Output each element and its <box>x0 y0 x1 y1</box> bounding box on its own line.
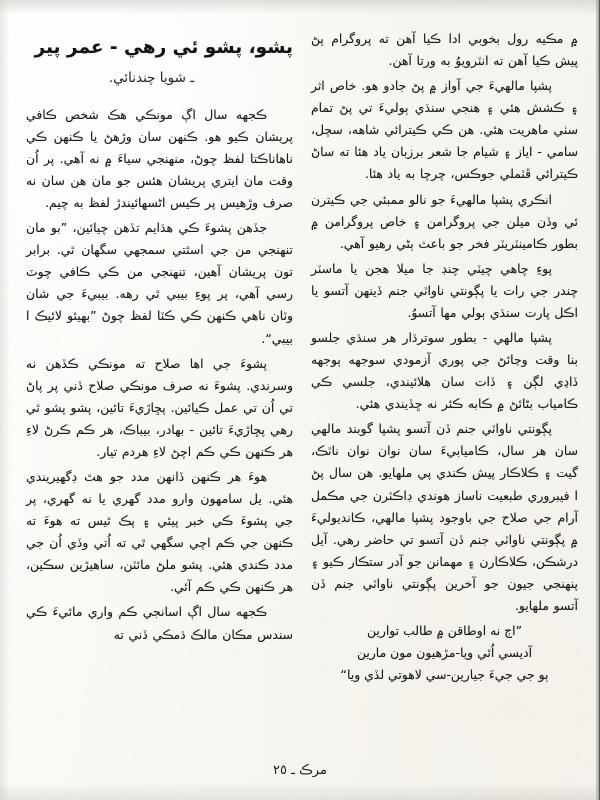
paragraph: ڪجهه سال اڳ اسانجي ڪم واري مائيءَ ڪي سندس مڪان مالڪ ڌمڪي ڏني ته <box>26 604 293 642</box>
paragraph: پشپا مالهي - بطور سوترڌار هر سنڌي جلسو بنا وقت وڃائڻ جي پوري آزمودي سوجهه ٻوجهه ڏاڍي لڳن ۽ ڏات سان هلائيندي، جلسي ڪي ڪامياب بڻائڻ ۾ ڪابه ڪئر نه ڇڏيندي هئي. <box>311 330 578 412</box>
paragraph: انڪري پشپا مالهيءَ جو نالو ممبئي جي ڪيترن ئي وڏن ميلن جي پروگرامن ۽ خاص پروگرامن ۾ بطور ڪامينٽريٽر فخر جو باعث ٻڻي رهيو آهي. <box>311 191 578 251</box>
verse-line: ”اڄ نه اوطاقن ۾ طالب توارين <box>366 623 523 639</box>
left-text-column <box>26 28 293 742</box>
page-content <box>26 28 578 742</box>
scan-edge-left <box>0 0 10 800</box>
paragraph: پوءِ چاهي چيٽي چنڊ جا ميلا هجن يا ماسٽر چندر جي رات يا پڳونتي ناواٽي جنم ڏينهن آتسو يا اڪل پارت سنڌي ٻولي مها آتسوُ. <box>311 260 578 320</box>
article-byline: ـ شويا چندنائي. <box>108 69 195 86</box>
paragraph: هوءَ هر ڪنهن ڏانهن مدد جو هٿ ڊگهيريندي هئي. يل سامهون وارو مدد گهري يا نه گهري، پر جي پشوءَ ڪي خبر پيئي ۽ پڪ ٿيس ته هوءَ ته ڪنهن جي ڪم اچي سگهي ٿي ته اُتي وڏي اُن جي مدد ڪندي هئي. پشو ملڻ مائٽن، ساهيڙين سڪين، هر ڪنهن ڪي ڪم آئي. <box>26 469 293 595</box>
folio-number: مرڪ ـ ٢٥ <box>273 763 327 778</box>
paragraph: پشوءَ جي اها صلاح ته مونڪي ڪڏهن نه وسرندي. پشوءَ نه صرف مونڪي صلاح ڏني پر پاڻ تي اُن تي عمل ڪيائين. پڇاڙيءَ تائين، پشو پشو ٿي رهي پڇاڙيءَ تائين - بهادر، بيباڪ، هر ڪم ڪرڻ لاءِ هر ڪنهن ڪي ڪم اچڻ لاءِ هردم تيار. <box>26 355 293 459</box>
verse-line: آديسي اُٿي ويا-مڙهيون مون مارين <box>356 645 533 661</box>
paragraph: پڳونتي ناواٽي جنم ڏن آتسو پشپا گوبند مالهي سان هر سال، ڪاميابيءَ سان نوان نوان ناٽڪ، گيت ۽ ڪلاڪار پيش ڪندي پي ملهايو. هن سال پڻ ا فيبروري طبعيت ناساز هوندي ڊاڪٽرن جي مڪمل آرام جي صلاح جي باوجود پشپا مالهي، ڪانديوليءَ ۾ پڳونتي ناواٽي جنم ڏن آتسو تي حاضر رهي. آيل درشڪن، ڪلاڪارن ۽ مهمانن جو آدر ستڪار ڪيو ۽ پنهنجي جيون جو آخرين پڳونتي ناواٽي جنم ڏن آتسو ملهايو. <box>311 421 578 613</box>
verse-line: ٻو جي جيءَ جيارين-سي لاهوتي لڏي ويا“ <box>340 667 549 683</box>
right-text-column <box>311 28 578 742</box>
page-footer <box>0 763 600 778</box>
scan-edge-top <box>0 0 600 14</box>
paragraph: جڏهن پشوءَ ڪي هڌايم تڏهن چيائين، ”بو مان تنهنجي من جي اسٿتي سمجهي سگهان ٿي. برابر تون پريشان آهين، تنهنجي من ڪي ڪافي چوٽ رسي آهي، پر پوءِ بيبي ٿي رهه. بيبيءَ جي شان وٽان ناهي ڪنهن ڪي ڪٽا لفظ چوڻ ”بهيئو لائيڪ ا بيبي“. <box>26 220 293 346</box>
paragraph: پشپا مالهيءَ جي آواز ۾ پڻ جادو هو. خاص اثر ۽ ڪشش هئي ۽ هنجي سنڌي ٻوليءَ تي پڻ تمام سٺي ماهريت هئي. هن ڪي ڪيترائي شاهه، سچل، سامي - اياز ۽ شيام جا شعر برزبان ياد هئا ته ساڻ ڪيترائي ڦٽملي جوڪس، چرچا به ياد هئا. <box>311 78 578 182</box>
paragraph: ۾ مڪيه رول بخوبي ادا ڪيا آهن ته پروگرام پڻ پيش ڪيا آهن ته انٽرويوُ به ورتا آهن. <box>311 31 578 69</box>
article-headline: پشو، پشو ئي رهي - عمر پير <box>34 37 293 58</box>
scan-edge-bottom <box>0 782 600 800</box>
paragraph: ڪجهه سال اڳ مونڪي هڪ شخص ڪافي پريشان ڪيو هو. ڪنهن سان وڙهڻ يا ڪنهن ڪي ناهاناڪتا لفظ چوڻ، منهنجي سياءَ ۾ نه آهي. پر اُن وقت مان ايتري پريشان هئس جو مان هن سان نه صرف وڙهيس پر ڪيس اڻسهائيندڙ لفظ به چيم. <box>26 106 293 211</box>
